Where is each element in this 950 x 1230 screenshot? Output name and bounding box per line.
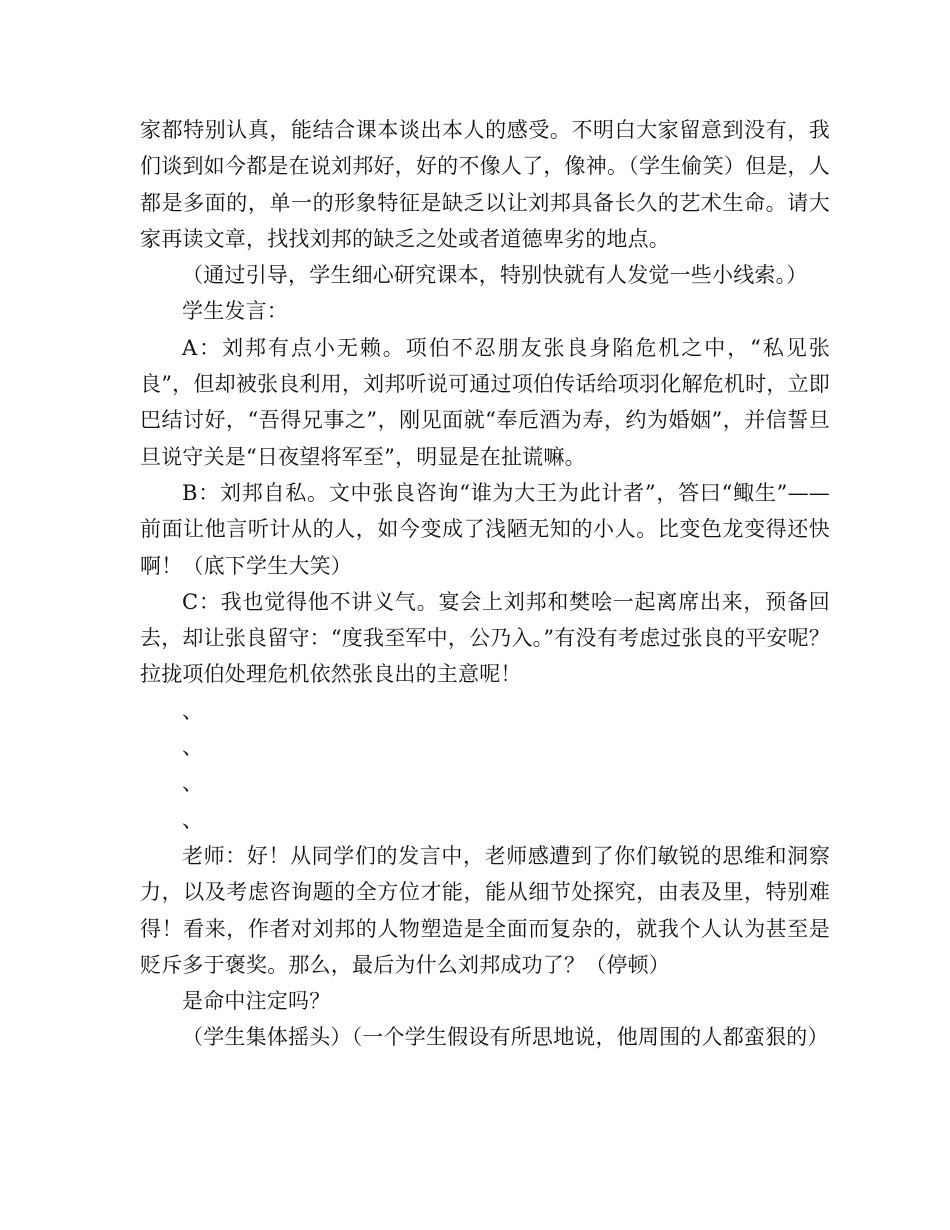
text-line: 家都特别认真，能结合课本谈出本人的感受。不明白大家留意到没有，: [140, 118, 809, 142]
paragraph: [140, 765, 830, 801]
text-line: 特别难得！看来，作者对刘邦的人物塑造是全面而复杂的，就我个人: [140, 880, 830, 941]
text-line: 学生发言：: [182, 299, 288, 324]
paragraph: [140, 475, 830, 584]
text-line: （学生集体摇头）（一个学生假设有所思地说，他周围的人都蛮: [182, 1025, 766, 1050]
text-line: 认为甚至是贬斥多于褒奖。那么，最后为什么刘邦成功了？（停顿）: [140, 916, 830, 977]
paragraph: [140, 693, 830, 729]
text-line: （通过引导，学生细心研究课本，特别快就有人发觉一些小线: [182, 263, 755, 288]
paragraph: [140, 802, 830, 838]
paragraph: [140, 257, 830, 293]
text-line: A：刘邦有点小无赖。项伯不忍朋友张良身陷危机之中，“私见张: [182, 335, 830, 360]
text-line: C：我也觉得他不讲义气。宴会上刘邦和樊哙一起离席出来，预备: [182, 589, 809, 614]
text-line: 老师：好！从同学们的发言中，老师感遭到了你们敏锐的思维和: [182, 843, 788, 868]
text-line: 但是，人都是多面的，单一的形象特征是缺乏以让刘邦具备长久的艺: [140, 154, 830, 215]
text-line: B：刘邦自私。文中张良咨询“谁为大王为此计者”，答曰“鲰: [182, 480, 755, 505]
text-line: 索。）: [754, 263, 808, 288]
text-line: 术生命。请大家再读文章，找找刘邦的缺乏之处或者道德卑劣的地点。: [140, 190, 830, 251]
paragraph: [140, 330, 830, 475]
paragraph: [140, 1019, 830, 1055]
paragraph: [140, 983, 830, 1019]
text-line: 生”——前面让他言听计从的人，如今变成了浅陋无知的小人。比变: [140, 480, 830, 542]
text-line: 回去，却让张良留守：“度我至军中，公乃入。”有没有考虑过张良: [140, 589, 830, 651]
paragraph: [140, 838, 830, 983]
text-line: 狠的）: [765, 1025, 829, 1050]
paragraph: [140, 293, 830, 329]
text-line: 我们谈到如今都是在说刘邦好，好的不像人了，像神。（学生偷笑）: [140, 118, 830, 179]
paragraph: [140, 729, 830, 765]
text-line: 、: [182, 698, 204, 723]
text-line: 、: [182, 735, 204, 760]
text-line: 、: [182, 807, 204, 832]
text-line: 色龙变得还快啊！（底下学生大笑）: [140, 517, 830, 578]
text-line: 立即巴结讨好，“吾得兄事之”，刚见面就“奉卮酒为寿，约为婚: [140, 372, 830, 433]
document-body: [140, 112, 830, 1056]
text-line: 洞察力，以及考虑咨询题的全方位才能，能从细节处探究，由表及里，: [140, 843, 830, 905]
paragraph: [140, 112, 830, 257]
text-line: 姻”，并信誓旦旦说守关是“日夜望将军至”，明显是在扯谎嘛。: [140, 408, 830, 469]
text-line: 、: [182, 771, 204, 796]
text-line: 的平安呢？拉拢项伯处理危机依然张良出的主意呢！: [140, 626, 830, 687]
paragraph: [140, 584, 830, 693]
text-line: 良”，但却被张良利用，刘邦听说可通过项伯传话给项羽化解危机时，: [140, 372, 788, 397]
text-line: 是命中注定吗？: [182, 989, 331, 1014]
